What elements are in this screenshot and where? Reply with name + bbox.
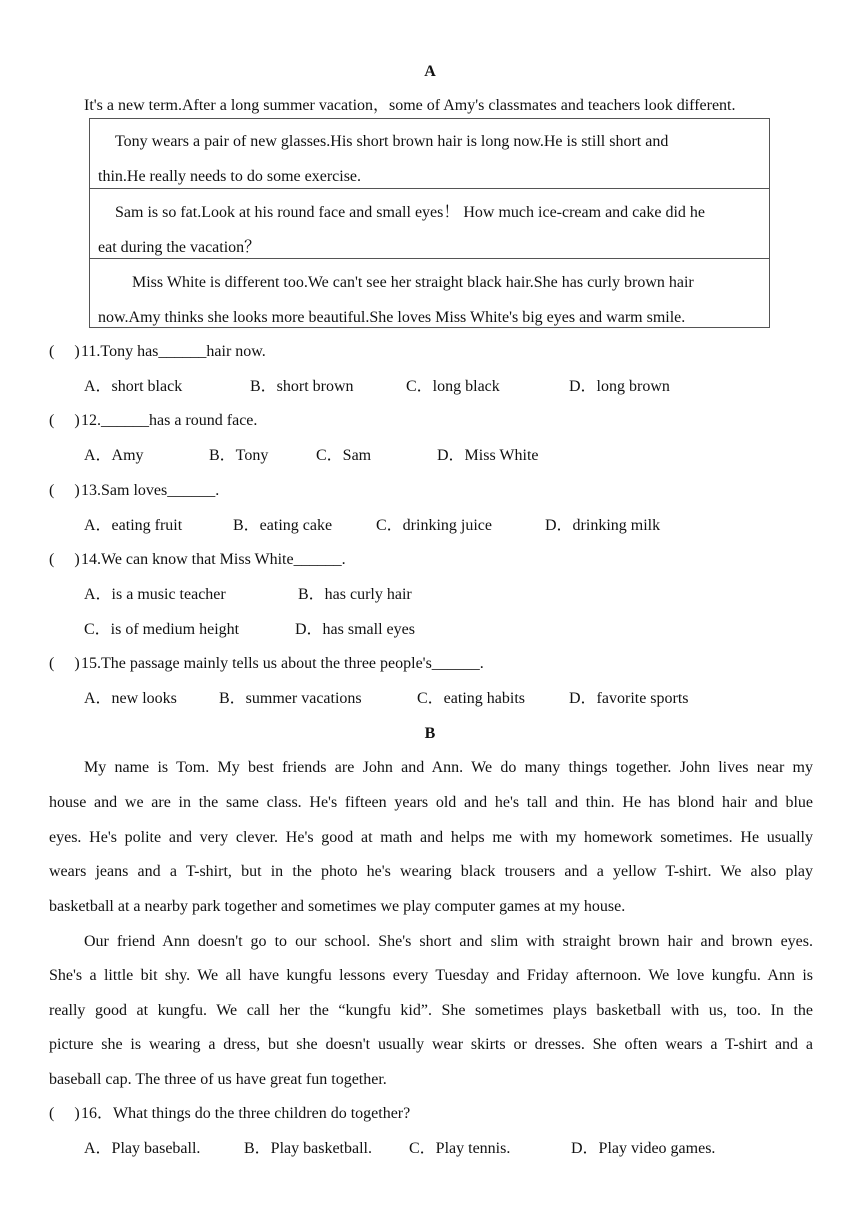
box-cell-tony xyxy=(90,119,769,189)
option-b: B．Play basketball. xyxy=(244,1140,372,1157)
question-13 xyxy=(49,481,219,501)
option-a: A．new looks xyxy=(84,690,177,707)
question-14 xyxy=(49,550,346,570)
answer-blank[interactable]: ( ) xyxy=(49,551,80,568)
option-d: D．favorite sports xyxy=(569,690,689,707)
question-stem: 14.We can know that Miss White______. xyxy=(81,551,346,568)
option-d: D．has small eyes xyxy=(295,621,415,638)
option-c: C．is of medium height xyxy=(84,621,240,638)
option-d: D．Miss White xyxy=(437,447,539,464)
section-b-title: B xyxy=(424,725,436,742)
answer-blank[interactable]: ( ) xyxy=(49,482,80,499)
option-d: D．long brown xyxy=(569,378,670,395)
question-stem: 12.______has a round face. xyxy=(81,412,258,429)
paragraph-line: really good at kungfu. We call her the “kungfu kid”. She sometimes plays basketball with us, too. In the xyxy=(49,1002,813,1019)
answer-blank[interactable]: ( ) xyxy=(49,412,80,429)
box-line: eat during the vacation？ xyxy=(98,239,261,256)
question-16 xyxy=(49,1104,410,1124)
question-stem: 13.Sam loves______. xyxy=(81,482,220,499)
question-11 xyxy=(49,342,266,362)
box-line: thin.He really needs to do some exercise. xyxy=(98,168,362,185)
box-cell-miss-white xyxy=(90,258,769,328)
question-stem: 15.The passage mainly tells us about the three people's______. xyxy=(81,655,484,672)
description-box xyxy=(89,118,770,328)
option-b: B．summer vacations xyxy=(219,690,362,707)
option-d: D．Play video games. xyxy=(571,1140,716,1157)
answer-blank[interactable]: ( ) xyxy=(49,1105,80,1122)
question-stem: 11.Tony has______hair now. xyxy=(81,343,266,360)
option-c: C．eating habits xyxy=(417,690,525,707)
paragraph-line: eyes. He's polite and very clever. He's good at math and helps me with my homework sometimes. He usually xyxy=(49,829,813,846)
option-c: C．long black xyxy=(406,378,500,395)
option-d: D．drinking milk xyxy=(545,517,661,534)
option-b: B．Tony xyxy=(209,447,269,464)
option-c: C．Play tennis. xyxy=(409,1140,511,1157)
option-a: A．eating fruit xyxy=(84,517,183,534)
paragraph-line: She's a little bit shy. We all have kungfu lessons every Tuesday and Friday afternoon. We love kungfu. Ann is xyxy=(49,967,813,984)
answer-blank[interactable]: ( ) xyxy=(49,655,80,672)
option-c: C．drinking juice xyxy=(376,517,492,534)
paragraph-line: Our friend Ann doesn't go to our school. She's short and slim with straight brown hair and brown eyes. xyxy=(84,933,813,950)
paragraph-line: wears jeans and a T-shirt, but in the photo he's wearing black trousers and a yellow T-shirt. We also play xyxy=(49,863,813,880)
option-a: A．short black xyxy=(84,378,183,395)
paragraph-line: basketball at a nearby park together and sometimes we play computer games at my house. xyxy=(49,898,626,915)
question-stem: 16．What things do the three children do together? xyxy=(81,1105,411,1122)
option-a: A．Play baseball. xyxy=(84,1140,201,1157)
box-cell-sam xyxy=(90,188,769,258)
paragraph-line: picture she is wearing a dress, but she doesn't usually wear skirts or dresses. She often wears a T-shirt and a xyxy=(49,1036,813,1053)
box-line: Sam is so fat.Look at his round face and small eyes！ How much ice-cream and cake did he xyxy=(115,204,706,221)
option-a: A．is a music teacher xyxy=(84,586,226,603)
question-12 xyxy=(49,411,257,431)
option-b: B．has curly hair xyxy=(298,586,412,603)
option-c: C．Sam xyxy=(316,447,372,464)
paragraph-line: house and we are in the same class. He's fifteen years old and he's tall and thin. He has blond hair and blue xyxy=(49,794,813,811)
option-b: B．short brown xyxy=(250,378,354,395)
box-line: now.Amy thinks she looks more beautiful.She loves Miss White's big eyes and warm smile. xyxy=(98,309,686,326)
paragraph-line: My name is Tom. My best friends are John and Ann. We do many things together. John lives near my xyxy=(84,759,813,776)
box-line: Miss White is different too.We can't see her straight black hair.She has curly brown hair xyxy=(132,274,694,291)
option-b: B．eating cake xyxy=(233,517,333,534)
box-line: Tony wears a pair of new glasses.His short brown hair is long now.He is still short and xyxy=(115,133,669,150)
paragraph-line: baseball cap. The three of us have great fun together. xyxy=(49,1071,387,1088)
section-a-title: A xyxy=(424,63,436,80)
option-a: A．Amy xyxy=(84,447,144,464)
section-a-intro: It's a new term.After a long summer vacation，some of Amy's classmates and teachers look different. xyxy=(84,97,736,114)
answer-blank[interactable]: ( ) xyxy=(49,343,80,360)
question-15 xyxy=(49,654,484,674)
